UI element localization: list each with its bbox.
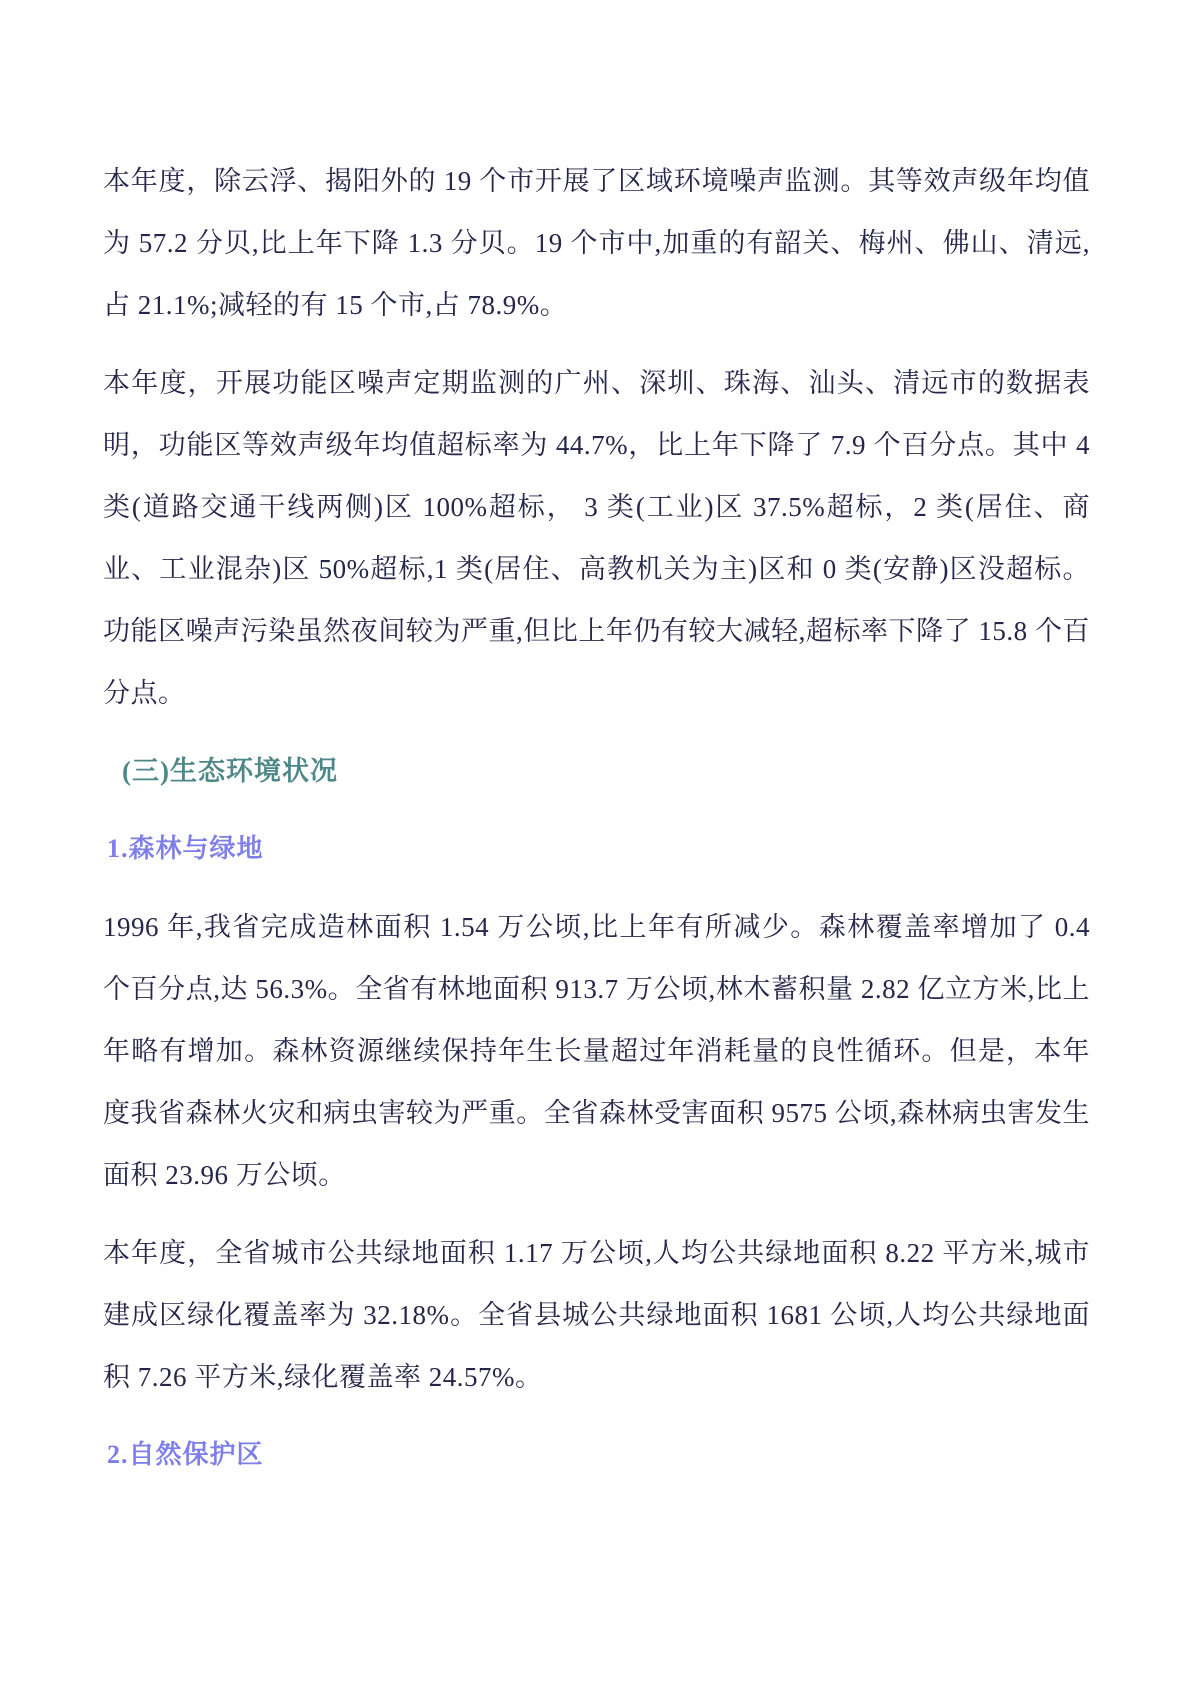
paragraph-functional-zone-noise: 本年度，开展功能区噪声定期监测的广州、深圳、珠海、汕头、清远市的数据表明，功能区等效声级年均值超标率为 44.7%，比上年下降了 7.9 个百分点。其中 4 类(道路交通干线两侧)区 100%超标， 3 类(工业)区 37.5%超标，2 类(居住、商业、工业混杂)区 50%超标,1 类(居住、高教机关为主)区和 0 类(安静)区没超标。功能区噪声污染虽然夜间较为严重,但比上年仍有较大减轻,超标率下降了 15.8 个百分点。 bbox=[103, 368, 1090, 708]
paragraph-forest-statistics: 1996 年,我省完成造林面积 1.54 万公顷,比上年有所减少。森林覆盖率增加了 0.4 个百分点,达 56.3%。全省有林地面积 913.7 万公顷,林木蓄积量 2.82 亿立方米,比上年略有增加。森林资源继续保持年生长量超过年消耗量的良性循环。但是，本年度我省森林火灾和病虫害较为严重。全省森林受害面积 9575 公顷,森林病虫害发生面积 23.96 万公顷。 bbox=[103, 912, 1090, 1190]
paragraph-urban-greenland-statistics: 本年度，全省城市公共绿地面积 1.17 万公顷,人均公共绿地面积 8.22 平方米,城市建成区绿化覆盖率为 32.18%。全省县城公共绿地面积 1681 公顷,人均公共绿地面积 7.26 平方米,绿化覆盖率 24.57%。 bbox=[103, 1238, 1090, 1392]
subsection-heading-forest-greenland: 1.森林与绿地 bbox=[107, 834, 264, 863]
paragraph-regional-noise-monitoring: 本年度，除云浮、揭阳外的 19 个市开展了区域环境噪声监测。其等效声级年均值为 57.2 分贝,比上年下降 1.3 分贝。19 个市中,加重的有韶关、梅州、佛山、清远,占 21.1%;减轻的有 15 个市,占 78.9%。 bbox=[103, 166, 1090, 320]
section-heading-ecological-environment: (三)生态环境状况 bbox=[122, 756, 338, 786]
subsection-heading-nature-reserve: 2.自然保护区 bbox=[107, 1440, 264, 1469]
